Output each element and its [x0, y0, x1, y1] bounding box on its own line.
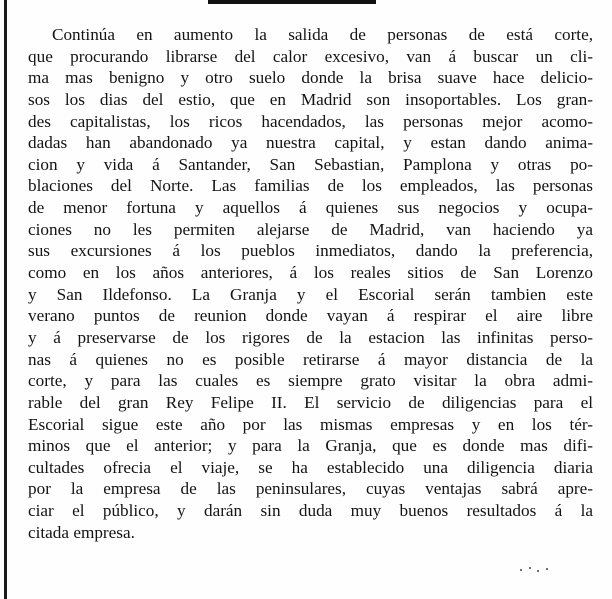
article-body — [28, 24, 593, 543]
article-line: por la empresa de las peninsulares, cuyas ventajas sabrá apre- — [28, 479, 593, 499]
article-line: blaciones del Norte. Las familias de los empleados, las personas — [28, 176, 593, 196]
article-line: ciar el público, y darán sin duda muy buenos resultados á la — [28, 501, 593, 521]
article-line: citada empresa. — [28, 522, 135, 542]
header-rule — [208, 0, 376, 4]
article-line: rable del gran Rey Felipe II. El servicio de diligencias para el — [28, 392, 593, 412]
print-specks — [520, 566, 560, 572]
article-line: dadas han abandonado ya nuestra capital, y estan dando anima- — [28, 133, 593, 153]
article-line: y á preservarse de los rigores de la estacion las infinitas perso- — [28, 327, 593, 347]
article-line: verano puntos de reunion donde vayan á respirar el aire libre — [28, 306, 593, 326]
article-line: ma mas benigno y otro suelo donde la brisa suave hace delicio- — [28, 68, 593, 88]
article-line: ciones no les permiten alejarse de Madrid, van haciendo ya — [28, 219, 593, 239]
article-line: corte, y para las cuales es siempre grato visitar la obra admi- — [28, 371, 593, 391]
article-line: Escorial sigue este año por las mismas empresas y en los tér- — [28, 414, 593, 434]
article-line: y San Ildefonso. La Granja y el Escorial serán tambien este — [28, 284, 593, 304]
article-line: cion y vida á Santander, San Sebastian, Pamplona y otras po- — [28, 154, 593, 174]
article-line: sus excursiones á los pueblos inmediatos, dando la preferencia, — [28, 241, 593, 261]
article-line: minos que el anterior; y para la Granja, que es donde mas difi- — [28, 436, 593, 456]
article-line: como en los años anteriores, á los reales sitios de San Lorenzo — [28, 263, 593, 283]
article-line: cultades ofrecia el viaje, se ha establecido una diligencia diaria — [28, 457, 593, 477]
article-line: de menor fortuna y aquellos á quienes sus negocios y ocupa- — [28, 198, 593, 218]
article-line: des capitalistas, los ricos hacendados, las personas mejor acomo- — [28, 111, 593, 131]
column-rule — [4, 0, 7, 599]
article-line: nas á quienes no es posible retirarse á mayor distancia de la — [28, 349, 593, 369]
article-line: Continúa en aumento la salida de personas de está corte, — [52, 25, 593, 44]
article-line: sos los dias del estio, que en Madrid son insoportables. Los gran- — [28, 89, 593, 109]
article-line: que procurando librarse del calor excesivo, van á buscar un cli- — [28, 46, 593, 66]
